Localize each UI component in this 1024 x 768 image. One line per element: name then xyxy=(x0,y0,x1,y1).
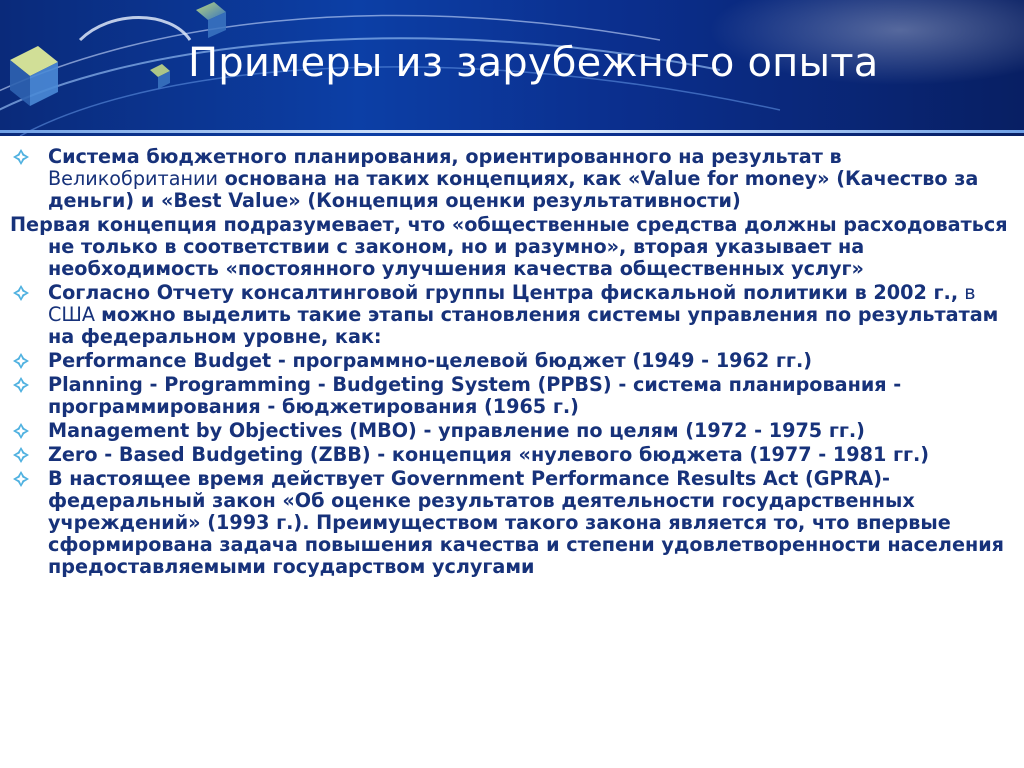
list-item xyxy=(10,282,1010,348)
list-item xyxy=(10,420,1010,442)
diamond-bullet-icon xyxy=(12,422,30,440)
paragraph-text: В настоящее время действует Government Performance Results Act (GPRA)-федеральный закон «Об оценке результатов деятельности государственных учреждений» (1993 г.). Преимуществом такого закона является то, что впервые сформирована задача повышения качества и степени удовлетворенности населения предоставляемыми государством услугами xyxy=(48,467,1005,578)
list-item xyxy=(10,468,1010,578)
diamond-bullet-icon xyxy=(12,284,30,302)
cube-decoration xyxy=(10,46,58,106)
diamond-bullet-icon xyxy=(12,376,30,394)
slide-header xyxy=(0,0,1024,136)
paragraph-text: Согласно Отчету консалтинговой группы Центра фискальной политики в 2002 г., xyxy=(48,281,959,304)
paragraph-text: Великобритании xyxy=(48,167,218,190)
list-item xyxy=(10,350,1010,372)
paragraph-text: Zero - Based Budgeting (ZBB) - концепция «нулевого бюджета (1977 - 1981 гг.) xyxy=(48,443,930,466)
paragraph-text: можно выделить такие этапы становления системы управления по результатам на федеральном уровне, как: xyxy=(48,303,999,348)
list-item xyxy=(10,444,1010,466)
paragraph-text: в США xyxy=(48,281,976,326)
slide-content xyxy=(10,146,1010,580)
cube-decoration xyxy=(196,2,226,38)
diamond-bullet-icon xyxy=(12,470,30,488)
cube-decoration xyxy=(150,64,170,89)
paragraph-text: Система бюджетного планирования, ориентированного на результат в xyxy=(48,145,842,168)
header-divider xyxy=(0,130,1024,133)
paragraph: Первая концепция подразумевает, что «общественные средства должны расходоваться не только в соответствии с законом, но и разумно», вторая указывает на необходимость «постоянного улучшения качества общественных услуг» xyxy=(10,213,1008,280)
list-item xyxy=(10,374,1010,418)
paragraph-text: Planning - Programming - Budgeting System (PPBS) - система планирования - программирования - бюджетирования (1965 г.) xyxy=(48,373,902,418)
page-title: Примеры из зарубежного опыта xyxy=(188,40,879,86)
diamond-bullet-icon xyxy=(12,352,30,370)
diamond-bullet-icon xyxy=(12,446,30,464)
paragraph-text: Management by Objectives (MBO) - управление по целям (1972 - 1975 гг.) xyxy=(48,419,865,442)
list-item xyxy=(10,146,1010,212)
paragraph-text: основана на таких концепциях, как «Value for money» (Качество за деньги) и «Best Value» (Концепция оценки результативности) xyxy=(48,167,979,212)
diamond-bullet-icon xyxy=(12,148,30,166)
paragraph-text: Performance Budget - программно-целевой бюджет (1949 - 1962 гг.) xyxy=(48,349,813,372)
